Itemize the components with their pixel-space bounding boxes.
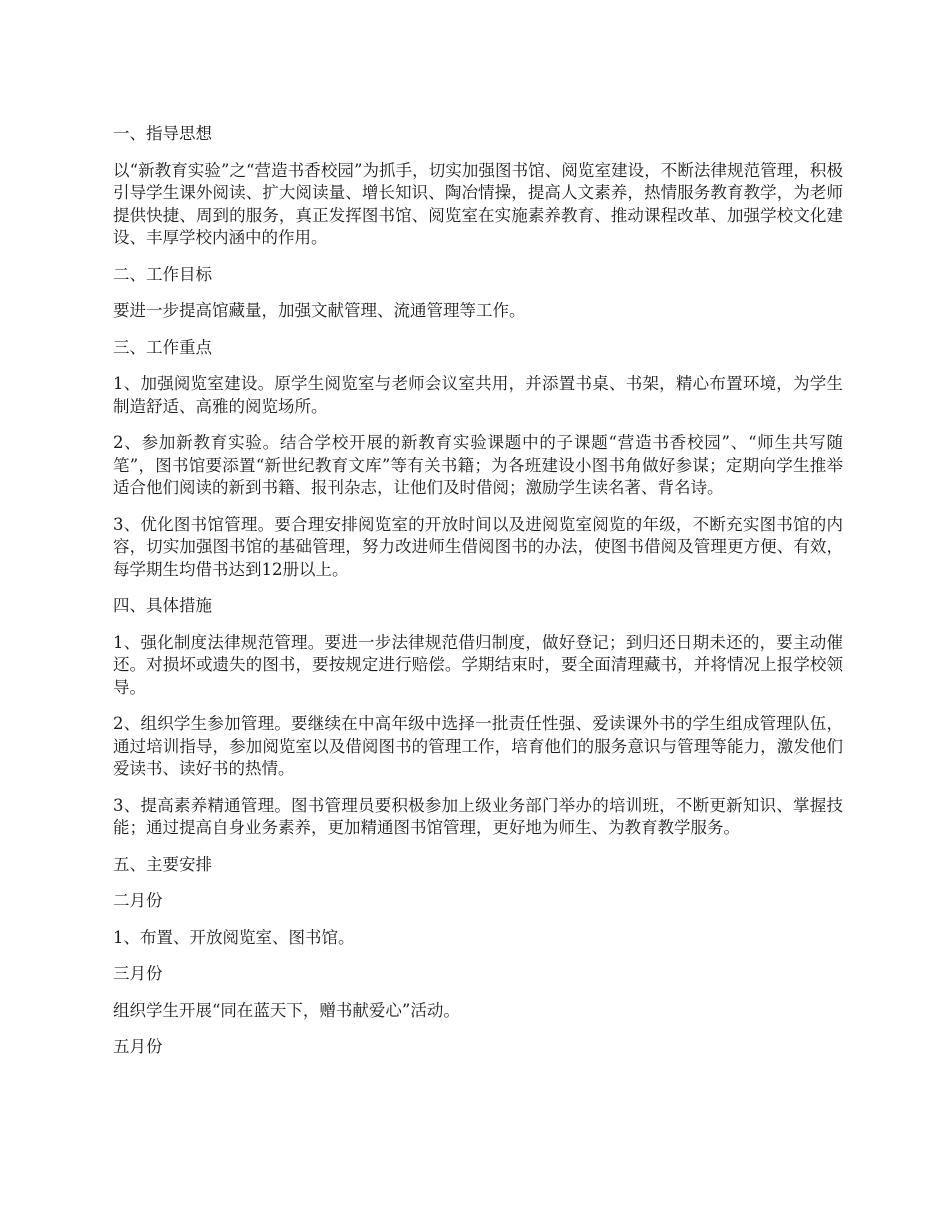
- month-february: 二月份: [113, 891, 163, 910]
- paragraph-focus-2: 2、参加新教育实验。结合学校开展的新教育实验课题中的子课题“营造书香校园”、“师生共写随笔”，图书馆要添置“新世纪教育文库”等有关书籍；为各班建设小图书角做好参谋；定期向学生推举适合他们阅读的新到书籍、报刊杂志，让他们及时借阅；激励学生读名著、背名诗。: [113, 433, 843, 497]
- heading-work-focus: 三、工作重点: [113, 337, 212, 357]
- paragraph-measure-3: 3、提高素养精通管理。图书管理员要积极参加上级业务部门举办的培训班，不断更新知识、掌握技能；通过提高自身业务素养，更加精通图书馆管理，更好地为师生、为教育教学服务。: [113, 795, 843, 837]
- heading-guiding-ideology: 一、指导思想: [113, 124, 212, 143]
- heading-specific-measures: 四、具体措施: [113, 596, 212, 615]
- paragraph-measure-2: 2、组织学生参加管理。要继续在中高年级中选择一批责任性强、爱读课外书的学生组成管理队伍，通过培训指导，参加阅览室以及借阅图书的管理工作，培育他们的服务意识与管理等能力，激发他们爱读书、读好书的热情。: [113, 714, 843, 778]
- paragraph-work-goals: 要进一步提高馆藏量，加强文献管理、流通管理等工作。: [113, 301, 526, 320]
- paragraph-focus-3: 3、优化图书馆管理。要合理安排阅览室的开放时间以及进阅览室阅览的年级，不断充实图书馆的内容，切实加强图书馆的基础管理，努力改进师生借阅图书的办法，使图书借阅及管理更方便、有效，每学期生均借书达到12册以上。: [113, 514, 843, 579]
- paragraph-february-1: 1、布置、开放阅览室、图书馆。: [113, 927, 355, 947]
- heading-main-arrangements: 五、主要安排: [113, 854, 212, 874]
- month-march: 三月份: [113, 964, 163, 983]
- paragraph-measure-1: 1、强化制度法律规范管理。要进一步法律规范借归制度，做好登记；到归还日期未还的，要主动催还。对损坏或遗失的图书，要按规定进行赔偿。学期结束时，要全面清理藏书，并将情况上报学校领导。: [113, 632, 843, 697]
- heading-work-goals: 二、工作目标: [113, 264, 212, 284]
- month-may: 五月份: [113, 1037, 163, 1056]
- paragraph-guiding-ideology: 以“新教育实验”之“营造书香校园”为抓手，切实加强图书馆、阅览室建设，不断法律规范管理，积极引导学生课外阅读、扩大阅读量、增长知识、陶冶情操，提高人文素养，热情服务教育教学，为老师提供快捷、周到的服务，真正发挥图书馆、阅览室在实施素养教育、推动课程改革、加强学校文化建设、丰厚学校内涵中的作用。: [113, 160, 843, 247]
- paragraph-focus-1: 1、加强阅览室建设。原学生阅览室与老师会议室共用，并添置书桌、书架，精心布置环境，为学生制造舒适、高雅的阅览场所。: [113, 374, 843, 416]
- paragraph-march-1: 组织学生开展“同在蓝天下，赠书献爱心”活动。: [113, 1000, 460, 1020]
- document-body: [113, 123, 843, 1073]
